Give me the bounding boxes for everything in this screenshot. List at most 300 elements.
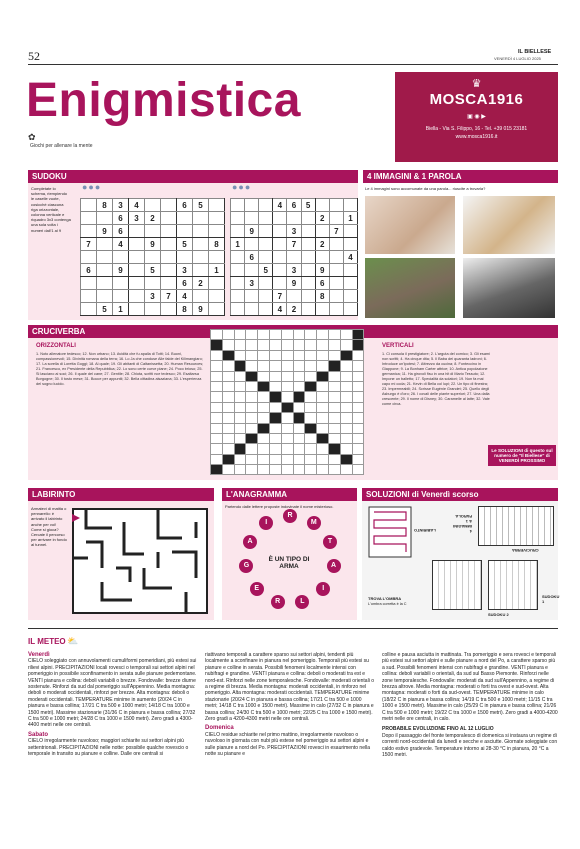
crossword-cell[interactable] xyxy=(317,413,329,423)
crossword-cell[interactable] xyxy=(211,350,223,360)
crossword-cell[interactable] xyxy=(258,413,270,423)
sudoku-cell[interactable] xyxy=(301,212,315,225)
sudoku-cell[interactable]: 3 xyxy=(113,199,129,212)
sudoku-cell[interactable] xyxy=(329,303,343,316)
sudoku-cell[interactable]: 9 xyxy=(193,303,209,316)
sudoku-cell[interactable]: 2 xyxy=(287,303,301,316)
crossword-cell[interactable] xyxy=(340,465,352,475)
sudoku-cell[interactable]: 8 xyxy=(209,238,225,251)
crossword-cell[interactable] xyxy=(211,330,223,340)
crossword-cell[interactable] xyxy=(352,371,364,381)
crossword-cell[interactable] xyxy=(305,361,317,371)
crossword-cell[interactable] xyxy=(269,330,281,340)
crossword-cell[interactable] xyxy=(258,350,270,360)
crossword-cell[interactable] xyxy=(222,361,234,371)
sudoku-cell[interactable] xyxy=(209,303,225,316)
crossword-cell[interactable] xyxy=(211,423,223,433)
sudoku-cell[interactable] xyxy=(343,199,357,212)
crossword-cell[interactable] xyxy=(317,340,329,350)
crossword-cell[interactable] xyxy=(234,402,246,412)
sudoku-cell[interactable] xyxy=(245,264,259,277)
sudoku-cell[interactable]: 4 xyxy=(343,251,357,264)
crossword-cell[interactable] xyxy=(234,330,246,340)
crossword-cell[interactable] xyxy=(234,371,246,381)
crossword-cell[interactable] xyxy=(352,330,364,340)
sudoku-cell[interactable] xyxy=(301,264,315,277)
sudoku-cell[interactable]: 3 xyxy=(287,225,301,238)
sudoku-cell[interactable] xyxy=(145,303,161,316)
crossword-cell[interactable] xyxy=(246,465,258,475)
crossword-cell[interactable] xyxy=(211,413,223,423)
crossword-cell[interactable] xyxy=(328,433,340,443)
sudoku-cell[interactable] xyxy=(273,212,287,225)
crossword-cell[interactable] xyxy=(340,340,352,350)
crossword-cell[interactable] xyxy=(222,392,234,402)
crossword-cell[interactable] xyxy=(234,340,246,350)
crossword-cell[interactable] xyxy=(211,392,223,402)
sudoku-cell[interactable] xyxy=(161,199,177,212)
sudoku-cell[interactable] xyxy=(129,238,145,251)
sudoku-cell[interactable]: 2 xyxy=(315,212,329,225)
sudoku-cell[interactable] xyxy=(193,264,209,277)
crossword-cell[interactable] xyxy=(211,433,223,443)
crossword-cell[interactable] xyxy=(340,444,352,454)
crossword-cell[interactable] xyxy=(269,350,281,360)
crossword-cell[interactable] xyxy=(340,381,352,391)
crossword-cell[interactable] xyxy=(222,402,234,412)
crossword-cell[interactable] xyxy=(281,454,293,464)
crossword-cell[interactable] xyxy=(352,350,364,360)
maze[interactable] xyxy=(72,508,208,614)
sudoku-cell[interactable] xyxy=(259,290,273,303)
sudoku-cell[interactable] xyxy=(129,225,145,238)
crossword-cell[interactable] xyxy=(269,423,281,433)
sudoku-cell[interactable]: 8 xyxy=(315,290,329,303)
sudoku-cell[interactable]: 2 xyxy=(315,238,329,251)
sudoku-cell[interactable] xyxy=(315,225,329,238)
crossword-cell[interactable] xyxy=(258,433,270,443)
crossword-cell[interactable] xyxy=(269,392,281,402)
crossword-cell[interactable] xyxy=(293,381,305,391)
crossword-cell[interactable] xyxy=(305,423,317,433)
sudoku-cell[interactable] xyxy=(145,277,161,290)
crossword-cell[interactable] xyxy=(234,413,246,423)
crossword-cell[interactable] xyxy=(293,350,305,360)
sudoku-cell[interactable] xyxy=(193,290,209,303)
sudoku-cell[interactable] xyxy=(343,238,357,251)
crossword-cell[interactable] xyxy=(269,413,281,423)
sudoku-cell[interactable] xyxy=(161,264,177,277)
crossword-cell[interactable] xyxy=(281,433,293,443)
crossword-cell[interactable] xyxy=(234,423,246,433)
sudoku-cell[interactable] xyxy=(315,303,329,316)
sudoku-cell[interactable] xyxy=(273,264,287,277)
sudoku-cell[interactable] xyxy=(231,225,245,238)
crossword-cell[interactable] xyxy=(222,454,234,464)
sudoku-cell[interactable]: 4 xyxy=(273,303,287,316)
crossword-cell[interactable] xyxy=(293,371,305,381)
sudoku-cell[interactable] xyxy=(161,212,177,225)
crossword-cell[interactable] xyxy=(340,413,352,423)
sudoku-cell[interactable]: 1 xyxy=(209,264,225,277)
sudoku-cell[interactable] xyxy=(209,225,225,238)
crossword-cell[interactable] xyxy=(352,381,364,391)
sudoku-cell[interactable] xyxy=(97,212,113,225)
sudoku-cell[interactable] xyxy=(177,225,193,238)
sudoku-cell[interactable] xyxy=(343,264,357,277)
crossword-cell[interactable] xyxy=(317,330,329,340)
crossword-cell[interactable] xyxy=(234,361,246,371)
sudoku-cell[interactable] xyxy=(301,303,315,316)
sudoku-cell[interactable] xyxy=(113,290,129,303)
crossword-cell[interactable] xyxy=(281,381,293,391)
crossword-cell[interactable] xyxy=(352,444,364,454)
crossword-cell[interactable] xyxy=(305,340,317,350)
crossword-cell[interactable] xyxy=(328,350,340,360)
sudoku-cell[interactable] xyxy=(259,277,273,290)
crossword-cell[interactable] xyxy=(340,330,352,340)
crossword-cell[interactable] xyxy=(317,371,329,381)
sudoku-cell[interactable] xyxy=(209,212,225,225)
crossword-cell[interactable] xyxy=(305,454,317,464)
sudoku-cell[interactable] xyxy=(97,251,113,264)
crossword-cell[interactable] xyxy=(328,402,340,412)
sudoku-cell[interactable] xyxy=(329,290,343,303)
crossword-cell[interactable] xyxy=(305,413,317,423)
crossword-cell[interactable] xyxy=(352,465,364,475)
crossword-cell[interactable] xyxy=(293,392,305,402)
sudoku-cell[interactable]: 5 xyxy=(301,199,315,212)
crossword-cell[interactable] xyxy=(222,371,234,381)
sudoku-cell[interactable] xyxy=(343,225,357,238)
sudoku-cell[interactable] xyxy=(161,277,177,290)
crossword-cell[interactable] xyxy=(246,423,258,433)
crossword-cell[interactable] xyxy=(352,340,364,350)
sudoku-cell[interactable] xyxy=(81,290,97,303)
sudoku-cell[interactable] xyxy=(259,238,273,251)
sudoku-cell[interactable]: 5 xyxy=(145,264,161,277)
sudoku-cell[interactable] xyxy=(273,225,287,238)
crossword-cell[interactable] xyxy=(293,433,305,443)
sudoku-cell[interactable] xyxy=(329,199,343,212)
crossword-cell[interactable] xyxy=(258,381,270,391)
sudoku-cell[interactable] xyxy=(287,251,301,264)
sudoku-cell[interactable] xyxy=(81,225,97,238)
crossword-cell[interactable] xyxy=(258,444,270,454)
crossword-cell[interactable] xyxy=(281,340,293,350)
crossword-cell[interactable] xyxy=(246,413,258,423)
crossword-cell[interactable] xyxy=(222,381,234,391)
crossword-cell[interactable] xyxy=(258,402,270,412)
sudoku-cell[interactable]: 3 xyxy=(177,264,193,277)
crossword-cell[interactable] xyxy=(317,454,329,464)
crossword-cell[interactable] xyxy=(234,392,246,402)
sudoku-cell[interactable]: 6 xyxy=(81,264,97,277)
crossword-cell[interactable] xyxy=(281,392,293,402)
sudoku-cell[interactable]: 6 xyxy=(177,277,193,290)
crossword-cell[interactable] xyxy=(340,350,352,360)
sudoku-cell[interactable] xyxy=(329,238,343,251)
crossword-cell[interactable] xyxy=(258,454,270,464)
crossword-cell[interactable] xyxy=(211,402,223,412)
sudoku-cell[interactable] xyxy=(97,238,113,251)
sudoku-cell[interactable] xyxy=(97,290,113,303)
sudoku-cell[interactable] xyxy=(193,225,209,238)
sudoku-cell[interactable]: 1 xyxy=(231,238,245,251)
sudoku-cell[interactable]: 6 xyxy=(315,277,329,290)
sudoku-cell[interactable] xyxy=(231,290,245,303)
crossword-cell[interactable] xyxy=(246,433,258,443)
sudoku-cell[interactable] xyxy=(231,251,245,264)
crossword-cell[interactable] xyxy=(211,454,223,464)
sudoku-cell[interactable]: 7 xyxy=(161,290,177,303)
sudoku-cell[interactable]: 8 xyxy=(177,303,193,316)
sudoku-cell[interactable] xyxy=(129,303,145,316)
sudoku-cell[interactable]: 4 xyxy=(113,238,129,251)
sudoku-cell[interactable] xyxy=(193,212,209,225)
sudoku-cell[interactable] xyxy=(231,264,245,277)
crossword-cell[interactable] xyxy=(328,454,340,464)
sudoku-cell[interactable] xyxy=(231,277,245,290)
sudoku-cell[interactable]: 4 xyxy=(129,199,145,212)
sudoku-cell[interactable] xyxy=(315,199,329,212)
crossword-cell[interactable] xyxy=(281,423,293,433)
crossword-cell[interactable] xyxy=(317,350,329,360)
sudoku-cell[interactable]: 9 xyxy=(113,264,129,277)
crossword-cell[interactable] xyxy=(222,423,234,433)
crossword-cell[interactable] xyxy=(269,381,281,391)
crossword-cell[interactable] xyxy=(246,330,258,340)
sudoku-cell[interactable]: 3 xyxy=(287,264,301,277)
sudoku-cell[interactable]: 9 xyxy=(315,264,329,277)
crossword-cell[interactable] xyxy=(258,392,270,402)
crossword-cell[interactable] xyxy=(258,465,270,475)
sudoku-cell[interactable] xyxy=(245,212,259,225)
sudoku-cell[interactable] xyxy=(161,225,177,238)
crossword-cell[interactable] xyxy=(269,444,281,454)
sudoku-cell[interactable] xyxy=(209,290,225,303)
sudoku-cell[interactable]: 8 xyxy=(97,199,113,212)
crossword-cell[interactable] xyxy=(328,392,340,402)
sudoku-cell[interactable] xyxy=(231,303,245,316)
crossword-cell[interactable] xyxy=(234,465,246,475)
sudoku-cell[interactable] xyxy=(161,251,177,264)
crossword-cell[interactable] xyxy=(317,402,329,412)
crossword-cell[interactable] xyxy=(246,444,258,454)
sudoku-cell[interactable]: 4 xyxy=(273,199,287,212)
sudoku-cell[interactable] xyxy=(129,277,145,290)
sudoku-cell[interactable] xyxy=(259,199,273,212)
sudoku-cell[interactable]: 6 xyxy=(113,225,129,238)
sudoku-cell[interactable]: 7 xyxy=(287,238,301,251)
crossword-cell[interactable] xyxy=(328,371,340,381)
crossword-cell[interactable] xyxy=(328,423,340,433)
sudoku-cell[interactable]: 9 xyxy=(97,225,113,238)
crossword-cell[interactable] xyxy=(258,423,270,433)
crossword-cell[interactable] xyxy=(305,330,317,340)
sudoku-cell[interactable]: 5 xyxy=(177,238,193,251)
sudoku-cell[interactable]: 5 xyxy=(193,199,209,212)
crossword-cell[interactable] xyxy=(246,361,258,371)
crossword-cell[interactable] xyxy=(281,413,293,423)
crossword-cell[interactable] xyxy=(317,444,329,454)
sudoku-cell[interactable] xyxy=(113,277,129,290)
sudoku-cell[interactable] xyxy=(287,212,301,225)
sudoku-cell[interactable] xyxy=(145,225,161,238)
sudoku-cell[interactable]: 3 xyxy=(245,277,259,290)
sudoku-cell[interactable]: 1 xyxy=(113,303,129,316)
mosca-ad[interactable] xyxy=(395,72,558,162)
crossword-cell[interactable] xyxy=(317,465,329,475)
crossword-cell[interactable] xyxy=(281,350,293,360)
crossword-cell[interactable] xyxy=(222,433,234,443)
crossword-cell[interactable] xyxy=(222,340,234,350)
crossword-cell[interactable] xyxy=(293,340,305,350)
sudoku-cell[interactable]: 1 xyxy=(343,212,357,225)
crossword-cell[interactable] xyxy=(222,444,234,454)
sudoku-cell[interactable] xyxy=(129,290,145,303)
crossword-cell[interactable] xyxy=(269,433,281,443)
sudoku-cell[interactable] xyxy=(161,238,177,251)
crossword-cell[interactable] xyxy=(269,454,281,464)
sudoku-cell[interactable] xyxy=(193,238,209,251)
crossword-cell[interactable] xyxy=(234,444,246,454)
sudoku-cell[interactable] xyxy=(273,238,287,251)
crossword-cell[interactable] xyxy=(234,381,246,391)
sudoku-cell[interactable]: 7 xyxy=(273,290,287,303)
sudoku-cell[interactable] xyxy=(97,264,113,277)
sudoku-cell[interactable] xyxy=(315,251,329,264)
sudoku-cell[interactable] xyxy=(259,212,273,225)
crossword-cell[interactable] xyxy=(305,350,317,360)
crossword-cell[interactable] xyxy=(211,340,223,350)
sudoku-cell[interactable] xyxy=(301,225,315,238)
crossword-cell[interactable] xyxy=(211,361,223,371)
sudoku-cell[interactable] xyxy=(209,251,225,264)
crossword-cell[interactable] xyxy=(269,465,281,475)
crossword-grid[interactable] xyxy=(210,329,364,475)
crossword-cell[interactable] xyxy=(328,361,340,371)
crossword-cell[interactable] xyxy=(352,361,364,371)
sudoku-cell[interactable] xyxy=(145,251,161,264)
crossword-cell[interactable] xyxy=(340,454,352,464)
crossword-cell[interactable] xyxy=(340,392,352,402)
sudoku-cell[interactable] xyxy=(245,290,259,303)
crossword-cell[interactable] xyxy=(352,454,364,464)
crossword-cell[interactable] xyxy=(317,361,329,371)
sudoku-cell[interactable] xyxy=(343,277,357,290)
sudoku-cell[interactable] xyxy=(81,277,97,290)
sudoku-cell[interactable] xyxy=(329,212,343,225)
sudoku-cell[interactable] xyxy=(129,251,145,264)
crossword-cell[interactable] xyxy=(305,381,317,391)
crossword-cell[interactable] xyxy=(234,433,246,443)
crossword-cell[interactable] xyxy=(281,402,293,412)
crossword-cell[interactable] xyxy=(258,371,270,381)
sudoku-cell[interactable]: 6 xyxy=(177,199,193,212)
sudoku-cell[interactable] xyxy=(81,212,97,225)
sudoku-cell[interactable] xyxy=(177,212,193,225)
sudoku-cell[interactable]: 2 xyxy=(145,212,161,225)
sudoku-cell[interactable] xyxy=(301,238,315,251)
crossword-cell[interactable] xyxy=(269,402,281,412)
crossword-cell[interactable] xyxy=(293,454,305,464)
sudoku-cell[interactable] xyxy=(81,303,97,316)
sudoku-cell[interactable] xyxy=(273,251,287,264)
crossword-cell[interactable] xyxy=(328,340,340,350)
crossword-cell[interactable] xyxy=(293,361,305,371)
crossword-cell[interactable] xyxy=(328,330,340,340)
sudoku-cell[interactable]: 6 xyxy=(113,212,129,225)
sudoku-cell[interactable] xyxy=(273,277,287,290)
sudoku-cell[interactable] xyxy=(343,303,357,316)
sudoku-cell[interactable]: 5 xyxy=(97,303,113,316)
crossword-cell[interactable] xyxy=(305,465,317,475)
sudoku-cell[interactable] xyxy=(329,277,343,290)
crossword-cell[interactable] xyxy=(234,454,246,464)
crossword-cell[interactable] xyxy=(211,371,223,381)
crossword-cell[interactable] xyxy=(352,423,364,433)
crossword-cell[interactable] xyxy=(352,433,364,443)
sudoku-cell[interactable] xyxy=(177,251,193,264)
crossword-cell[interactable] xyxy=(340,402,352,412)
sudoku-cell[interactable] xyxy=(193,251,209,264)
crossword-cell[interactable] xyxy=(246,371,258,381)
crossword-cell[interactable] xyxy=(305,371,317,381)
sudoku-cell[interactable]: 4 xyxy=(177,290,193,303)
sudoku-grid-1[interactable] xyxy=(80,198,225,316)
crossword-cell[interactable] xyxy=(293,402,305,412)
crossword-cell[interactable] xyxy=(246,381,258,391)
crossword-cell[interactable] xyxy=(317,381,329,391)
crossword-cell[interactable] xyxy=(305,402,317,412)
crossword-cell[interactable] xyxy=(269,371,281,381)
crossword-cell[interactable] xyxy=(328,465,340,475)
crossword-cell[interactable] xyxy=(258,330,270,340)
sudoku-cell[interactable] xyxy=(259,225,273,238)
ad-website[interactable]: www.mosca1916.it xyxy=(455,134,498,140)
sudoku-cell[interactable] xyxy=(161,303,177,316)
crossword-cell[interactable] xyxy=(222,413,234,423)
crossword-cell[interactable] xyxy=(246,350,258,360)
sudoku-cell[interactable] xyxy=(301,277,315,290)
crossword-cell[interactable] xyxy=(317,392,329,402)
sudoku-cell[interactable] xyxy=(245,199,259,212)
crossword-cell[interactable] xyxy=(281,330,293,340)
crossword-cell[interactable] xyxy=(222,465,234,475)
crossword-cell[interactable] xyxy=(211,465,223,475)
sudoku-cell[interactable] xyxy=(97,277,113,290)
sudoku-cell[interactable]: 9 xyxy=(245,225,259,238)
crossword-cell[interactable] xyxy=(340,361,352,371)
crossword-cell[interactable] xyxy=(258,340,270,350)
crossword-cell[interactable] xyxy=(352,413,364,423)
sudoku-cell[interactable]: 2 xyxy=(193,277,209,290)
crossword-cell[interactable] xyxy=(340,371,352,381)
sudoku-cell[interactable] xyxy=(245,238,259,251)
crossword-cell[interactable] xyxy=(317,433,329,443)
crossword-cell[interactable] xyxy=(293,413,305,423)
crossword-cell[interactable] xyxy=(211,444,223,454)
crossword-cell[interactable] xyxy=(234,350,246,360)
sudoku-cell[interactable] xyxy=(343,290,357,303)
crossword-cell[interactable] xyxy=(222,330,234,340)
sudoku-cell[interactable]: 5 xyxy=(259,264,273,277)
sudoku-cell[interactable] xyxy=(231,199,245,212)
sudoku-cell[interactable] xyxy=(129,264,145,277)
crossword-cell[interactable] xyxy=(317,423,329,433)
sudoku-cell[interactable] xyxy=(287,290,301,303)
